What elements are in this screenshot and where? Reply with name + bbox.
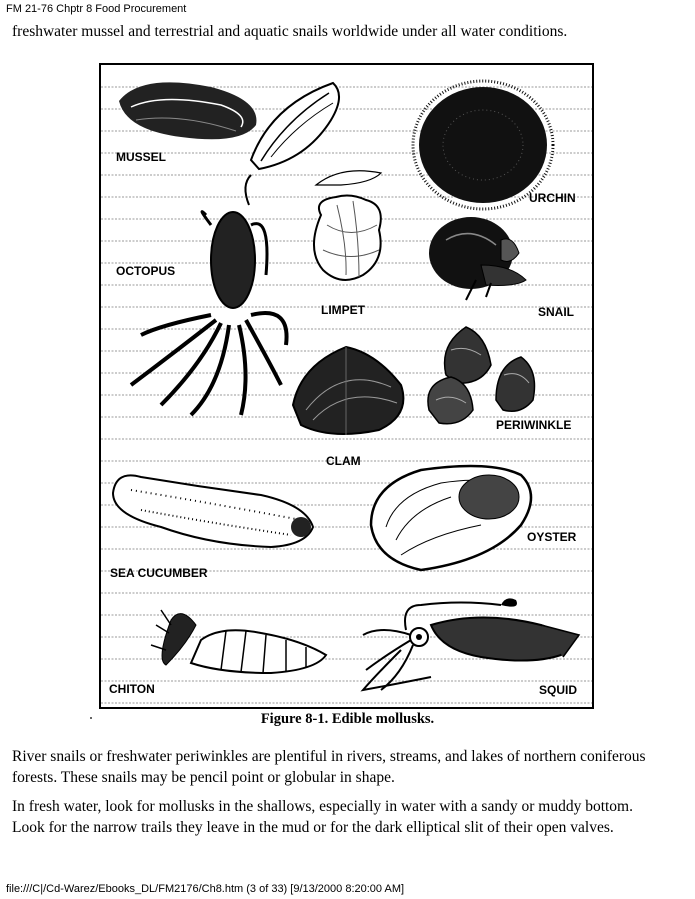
page-footer: file:///C|/Cd-Warez/Ebooks_DL/FM2176/Ch8.htm (3 of 33) [9/13/2000 8:20:00 AM]	[6, 883, 405, 895]
paragraph-river-snails-line2: forests. These snails may be pencil point or globular in shape.	[12, 769, 395, 786]
label-clam: CLAM	[326, 454, 361, 468]
chiton-drawing	[151, 610, 326, 673]
figure-caption: Figure 8-1. Edible mollusks.	[260, 711, 435, 727]
label-snail: SNAIL	[538, 305, 574, 319]
paragraph-fresh-water-line1: In fresh water, look for mollusks in the shallows, especially in water with a sandy or muddy bottom.	[12, 798, 633, 815]
label-chiton: CHITON	[109, 682, 155, 696]
label-sea-cucumber: SEA CUCUMBER	[110, 566, 208, 580]
label-mussel: MUSSEL	[116, 150, 167, 164]
clam-drawing	[293, 347, 403, 435]
urchin-drawing	[413, 81, 553, 209]
label-limpet: LIMPET	[321, 303, 365, 317]
paragraph-river-snails-line1: River snails or freshwater periwinkles are plentiful in rivers, streams, and lakes of northern coniferous	[12, 748, 646, 765]
label-urchin: URCHIN	[529, 191, 576, 205]
limpet-drawing	[314, 196, 381, 280]
sea-cucumber-drawing	[113, 475, 313, 547]
mollusks-illustration	[101, 65, 594, 709]
snail-drawing	[429, 217, 526, 300]
small-shell-drawing	[316, 171, 381, 185]
squid-drawing	[363, 598, 579, 690]
label-oyster: OYSTER	[527, 530, 577, 544]
mollusks-figure	[99, 63, 594, 709]
label-periwinkle: PERIWINKLE	[496, 418, 572, 432]
oyster-drawing	[371, 466, 531, 570]
paragraph-fresh-water-line2: Look for the narrow trails they leave in the mud or for the dark elliptical slit of their open valves.	[12, 819, 614, 836]
page-header: FM 21-76 Chptr 8 Food Procurement	[6, 3, 187, 15]
label-squid: SQUID	[539, 683, 578, 697]
label-octopus: OCTOPUS	[116, 264, 176, 278]
intro-paragraph: freshwater mussel and terrestrial and aquatic snails worldwide under all water conditions.	[12, 23, 568, 40]
octopus-drawing	[131, 175, 287, 415]
periwinkle-drawing	[428, 327, 535, 424]
